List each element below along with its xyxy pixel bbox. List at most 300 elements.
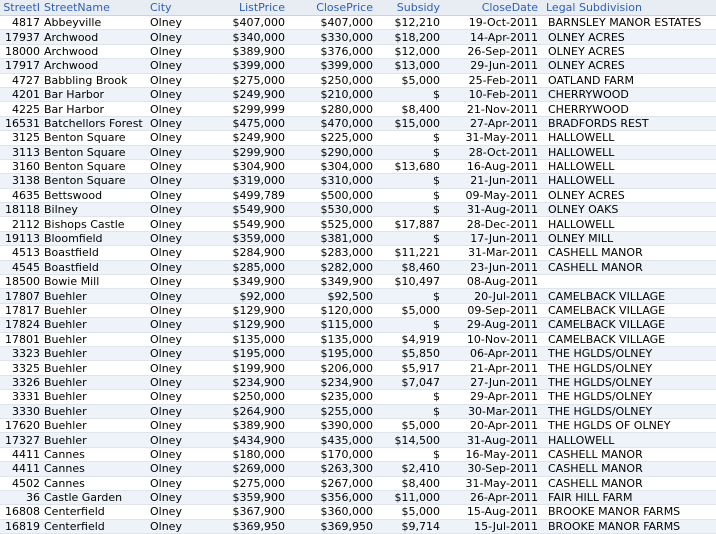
street-name-cell: Bar Harbor <box>42 102 148 116</box>
street-number-cell: 4201 <box>0 87 42 101</box>
list-price-cell: $299,900 <box>205 145 287 159</box>
city-cell: Olney <box>148 59 205 73</box>
table-row[interactable] <box>0 30 716 44</box>
column-header-list-price[interactable]: ListPrice <box>205 0 287 16</box>
list-price-cell: $499,789 <box>205 188 287 202</box>
table-row[interactable] <box>0 44 716 58</box>
table-row[interactable] <box>0 102 716 116</box>
close-price-cell: $376,000 <box>287 44 375 58</box>
city-cell: Olney <box>148 131 205 145</box>
street-number-cell: 3113 <box>0 145 42 159</box>
list-price-cell: $285,000 <box>205 260 287 274</box>
city-cell: Olney <box>148 16 205 30</box>
subsidy-cell: $7,047 <box>375 375 442 389</box>
subsidy-cell: $8,400 <box>375 476 442 490</box>
street-number-cell: 17801 <box>0 332 42 346</box>
list-price-cell: $275,000 <box>205 73 287 87</box>
close-date-cell: 29-Aug-2011 <box>442 318 544 332</box>
close-date-cell: 26-Sep-2011 <box>442 44 544 58</box>
list-price-cell: $129,900 <box>205 303 287 317</box>
close-date-cell: 15-Jul-2011 <box>442 519 544 533</box>
table-row[interactable] <box>0 73 716 87</box>
city-cell: Olney <box>148 275 205 289</box>
subsidy-cell: $13,680 <box>375 159 442 173</box>
subsidy-cell: $12,000 <box>375 44 442 58</box>
street-number-cell: 4635 <box>0 188 42 202</box>
close-date-cell: 21-Apr-2011 <box>442 361 544 375</box>
city-cell: Olney <box>148 231 205 245</box>
city-cell: Olney <box>148 303 205 317</box>
subdivision-cell: HALLOWELL <box>544 159 716 173</box>
table-row[interactable] <box>0 361 716 375</box>
subdivision-cell: OLNEY MILL <box>544 231 716 245</box>
street-number-cell: 17824 <box>0 318 42 332</box>
table-row[interactable] <box>0 188 716 202</box>
close-price-cell: $407,000 <box>287 16 375 30</box>
subsidy-cell: $4,919 <box>375 332 442 346</box>
city-cell: Olney <box>148 73 205 87</box>
subdivision-cell: FAIR HILL FARM <box>544 490 716 504</box>
list-price-cell: $389,900 <box>205 418 287 432</box>
subsidy-cell: $8,400 <box>375 102 442 116</box>
close-date-cell: 08-Aug-2011 <box>442 275 544 289</box>
table-row[interactable] <box>0 231 716 245</box>
list-price-cell: $359,900 <box>205 490 287 504</box>
street-number-cell: 4545 <box>0 260 42 274</box>
close-date-cell: 20-Jul-2011 <box>442 289 544 303</box>
close-date-cell: 19-Oct-2011 <box>442 16 544 30</box>
subdivision-cell: BROOKE MANOR FARMS <box>544 505 716 519</box>
street-number-cell: 17620 <box>0 418 42 432</box>
close-price-cell: $235,000 <box>287 390 375 404</box>
table-row[interactable] <box>0 476 716 490</box>
street-number-cell: 2112 <box>0 217 42 231</box>
street-number-cell: 18500 <box>0 275 42 289</box>
subdivision-cell: BROOKE MANOR FARMS <box>544 519 716 533</box>
city-cell: Olney <box>148 44 205 58</box>
street-name-cell: Archwood <box>42 59 148 73</box>
close-date-cell: 25-Feb-2011 <box>442 73 544 87</box>
street-name-cell: Archwood <box>42 44 148 58</box>
city-cell: Olney <box>148 159 205 173</box>
table-row[interactable] <box>0 203 716 217</box>
column-header-street-name[interactable]: StreetName <box>42 0 148 16</box>
close-price-cell: $304,000 <box>287 159 375 173</box>
close-date-cell: 09-Sep-2011 <box>442 303 544 317</box>
list-price-cell: $249,900 <box>205 131 287 145</box>
street-number-cell: 17327 <box>0 433 42 447</box>
list-price-cell: $389,900 <box>205 44 287 58</box>
column-header-city[interactable]: City <box>148 0 205 16</box>
street-name-cell: Bilney <box>42 203 148 217</box>
street-number-cell: 16819 <box>0 519 42 533</box>
close-date-cell: 28-Dec-2011 <box>442 217 544 231</box>
close-date-cell: 28-Oct-2011 <box>442 145 544 159</box>
close-date-cell: 29-Jun-2011 <box>442 59 544 73</box>
list-price-cell: $399,000 <box>205 59 287 73</box>
subsidy-cell: $9,714 <box>375 519 442 533</box>
subsidy-cell: $13,000 <box>375 59 442 73</box>
subdivision-cell: CHERRYWOOD <box>544 87 716 101</box>
street-number-cell: 4411 <box>0 462 42 476</box>
close-price-cell: $195,000 <box>287 346 375 360</box>
city-cell: Olney <box>148 318 205 332</box>
close-date-cell: 31-May-2011 <box>442 131 544 145</box>
close-price-cell: $120,000 <box>287 303 375 317</box>
table-row[interactable] <box>0 174 716 188</box>
city-cell: Olney <box>148 490 205 504</box>
list-price-cell: $407,000 <box>205 16 287 30</box>
close-price-cell: $280,000 <box>287 102 375 116</box>
table-body <box>0 16 716 534</box>
street-name-cell: Buehler <box>42 375 148 389</box>
subdivision-cell: CASHELL MANOR <box>544 447 716 461</box>
close-date-cell: 21-Nov-2011 <box>442 102 544 116</box>
street-number-cell: 3323 <box>0 346 42 360</box>
list-price-cell: $275,000 <box>205 476 287 490</box>
street-number-cell: 3125 <box>0 131 42 145</box>
column-header-subsidy[interactable]: Subsidy <box>375 0 442 16</box>
street-number-cell: 4225 <box>0 102 42 116</box>
subdivision-cell: CAMELBACK VILLAGE <box>544 289 716 303</box>
close-price-cell: $390,000 <box>287 418 375 432</box>
column-header-close-price[interactable]: ClosePrice <box>287 0 375 16</box>
list-price-cell: $475,000 <box>205 116 287 130</box>
subdivision-cell: CASHELL MANOR <box>544 246 716 260</box>
subsidy-cell: $11,221 <box>375 246 442 260</box>
close-price-cell: $356,000 <box>287 490 375 504</box>
list-price-cell: $180,000 <box>205 447 287 461</box>
close-price-cell: $267,000 <box>287 476 375 490</box>
street-number-cell: 4727 <box>0 73 42 87</box>
list-price-cell: $234,900 <box>205 375 287 389</box>
street-number-cell: 3325 <box>0 361 42 375</box>
street-name-cell: Cannes <box>42 447 148 461</box>
close-date-cell: 31-Aug-2011 <box>442 203 544 217</box>
subsidy-cell: $ <box>375 231 442 245</box>
subdivision-cell: OLNEY ACRES <box>544 59 716 73</box>
street-number-cell: 16808 <box>0 505 42 519</box>
subdivision-cell: OLNEY ACRES <box>544 30 716 44</box>
street-name-cell: Cannes <box>42 476 148 490</box>
city-cell: Olney <box>148 30 205 44</box>
subsidy-cell: $5,000 <box>375 303 442 317</box>
table-row[interactable] <box>0 519 716 533</box>
table-row[interactable] <box>0 16 716 30</box>
subdivision-cell: CASHELL MANOR <box>544 462 716 476</box>
subdivision-cell: THE HGLDS/OLNEY <box>544 390 716 404</box>
city-cell: Olney <box>148 447 205 461</box>
city-cell: Olney <box>148 145 205 159</box>
subsidy-cell: $12,210 <box>375 16 442 30</box>
street-name-cell: Benton Square <box>42 159 148 173</box>
subdivision-cell: CAMELBACK VILLAGE <box>544 318 716 332</box>
city-cell: Olney <box>148 203 205 217</box>
city-cell: Olney <box>148 433 205 447</box>
table-row[interactable] <box>0 289 716 303</box>
street-number-cell: 3330 <box>0 404 42 418</box>
city-cell: Olney <box>148 418 205 432</box>
street-name-cell: Buehler <box>42 303 148 317</box>
subsidy-cell: $ <box>375 188 442 202</box>
column-header-close-date[interactable]: CloseDate <box>442 0 544 16</box>
table-row[interactable] <box>0 246 716 260</box>
list-price-cell: $434,900 <box>205 433 287 447</box>
street-number-cell: 19113 <box>0 231 42 245</box>
subsidy-cell: $ <box>375 404 442 418</box>
table-row[interactable] <box>0 490 716 504</box>
close-date-cell: 10-Feb-2011 <box>442 87 544 101</box>
close-price-cell: $283,000 <box>287 246 375 260</box>
street-number-cell: 17917 <box>0 59 42 73</box>
close-price-cell: $435,000 <box>287 433 375 447</box>
close-price-cell: $470,000 <box>287 116 375 130</box>
close-date-cell: 26-Apr-2011 <box>442 490 544 504</box>
close-price-cell: $206,000 <box>287 361 375 375</box>
street-name-cell: Buehler <box>42 346 148 360</box>
city-cell: Olney <box>148 174 205 188</box>
close-price-cell: $310,000 <box>287 174 375 188</box>
table-row[interactable] <box>0 318 716 332</box>
close-date-cell: 31-Mar-2011 <box>442 246 544 260</box>
city-cell: Olney <box>148 102 205 116</box>
city-cell: Olney <box>148 188 205 202</box>
table-row[interactable] <box>0 433 716 447</box>
table-row[interactable] <box>0 505 716 519</box>
close-price-cell: $330,000 <box>287 30 375 44</box>
street-name-cell: Buehler <box>42 332 148 346</box>
list-price-cell: $369,950 <box>205 519 287 533</box>
street-name-cell: Castle Garden <box>42 490 148 504</box>
subsidy-cell: $11,000 <box>375 490 442 504</box>
subsidy-cell: $5,000 <box>375 418 442 432</box>
street-number-cell: 17817 <box>0 303 42 317</box>
close-date-cell: 16-May-2011 <box>442 447 544 461</box>
close-price-cell: $360,000 <box>287 505 375 519</box>
city-cell: Olney <box>148 519 205 533</box>
close-date-cell: 30-Mar-2011 <box>442 404 544 418</box>
table-row[interactable] <box>0 131 716 145</box>
close-date-cell: 27-Apr-2011 <box>442 116 544 130</box>
subsidy-cell: $10,497 <box>375 275 442 289</box>
close-price-cell: $290,000 <box>287 145 375 159</box>
city-cell: Olney <box>148 87 205 101</box>
list-price-cell: $359,000 <box>205 231 287 245</box>
subsidy-cell: $5,000 <box>375 505 442 519</box>
close-date-cell: 27-Jun-2011 <box>442 375 544 389</box>
table-row[interactable] <box>0 116 716 130</box>
street-name-cell: Archwood <box>42 30 148 44</box>
table-row[interactable] <box>0 418 716 432</box>
table-row[interactable] <box>0 145 716 159</box>
table-row[interactable] <box>0 390 716 404</box>
street-name-cell: Boastfield <box>42 260 148 274</box>
street-name-cell: Bettswood <box>42 188 148 202</box>
table-row[interactable] <box>0 275 716 289</box>
close-price-cell: $170,000 <box>287 447 375 461</box>
subdivision-cell: HALLOWELL <box>544 131 716 145</box>
list-price-cell: $249,900 <box>205 87 287 101</box>
close-price-cell: $500,000 <box>287 188 375 202</box>
city-cell: Olney <box>148 375 205 389</box>
list-price-cell: $340,000 <box>205 30 287 44</box>
street-number-cell: 3138 <box>0 174 42 188</box>
close-date-cell: 31-Aug-2011 <box>442 433 544 447</box>
street-number-cell: 17937 <box>0 30 42 44</box>
close-date-cell: 21-Jun-2011 <box>442 174 544 188</box>
street-number-cell: 3326 <box>0 375 42 389</box>
street-name-cell: Buehler <box>42 289 148 303</box>
subdivision-cell: THE HGLDS/OLNEY <box>544 346 716 360</box>
subsidy-cell: $5,917 <box>375 361 442 375</box>
subdivision-cell: THE HGLDS/OLNEY <box>544 375 716 389</box>
city-cell: Olney <box>148 361 205 375</box>
close-price-cell: $225,000 <box>287 131 375 145</box>
street-name-cell: Buehler <box>42 433 148 447</box>
column-header-legal-subdivision[interactable]: Legal Subdivision <box>544 0 716 16</box>
street-name-cell: Centerfield <box>42 505 148 519</box>
close-date-cell: 23-Jun-2011 <box>442 260 544 274</box>
subsidy-cell: $2,410 <box>375 462 442 476</box>
table-row[interactable] <box>0 447 716 461</box>
close-date-cell: 15-Aug-2011 <box>442 505 544 519</box>
header-row <box>0 0 716 16</box>
street-name-cell: Buehler <box>42 418 148 432</box>
subsidy-cell: $ <box>375 87 442 101</box>
list-price-cell: $367,900 <box>205 505 287 519</box>
subsidy-cell: $ <box>375 203 442 217</box>
list-price-cell: $199,900 <box>205 361 287 375</box>
list-price-cell: $549,900 <box>205 217 287 231</box>
close-price-cell: $210,000 <box>287 87 375 101</box>
street-number-cell: 36 <box>0 490 42 504</box>
table-row[interactable] <box>0 404 716 418</box>
table-row[interactable] <box>0 346 716 360</box>
subdivision-cell: CASHELL MANOR <box>544 476 716 490</box>
close-price-cell: $250,000 <box>287 73 375 87</box>
street-number-cell: 3160 <box>0 159 42 173</box>
close-date-cell: 20-Apr-2011 <box>442 418 544 432</box>
subsidy-cell: $ <box>375 174 442 188</box>
street-number-cell: 4411 <box>0 447 42 461</box>
subsidy-cell: $ <box>375 289 442 303</box>
subdivision-cell <box>544 275 716 289</box>
street-name-cell: Babbling Brook <box>42 73 148 87</box>
city-cell: Olney <box>148 404 205 418</box>
city-cell: Olney <box>148 289 205 303</box>
subdivision-cell: HALLOWELL <box>544 145 716 159</box>
subdivision-cell: THE HGLDS/OLNEY <box>544 361 716 375</box>
subdivision-cell: CHERRYWOOD <box>544 102 716 116</box>
close-date-cell: 10-Nov-2011 <box>442 332 544 346</box>
subdivision-cell: CAMELBACK VILLAGE <box>544 332 716 346</box>
table-row[interactable] <box>0 87 716 101</box>
subdivision-cell: CAMELBACK VILLAGE <box>544 303 716 317</box>
subdivision-cell: OLNEY ACRES <box>544 44 716 58</box>
subdivision-cell: THE HGLDS OF OLNEY <box>544 418 716 432</box>
close-price-cell: $263,300 <box>287 462 375 476</box>
list-price-cell: $264,900 <box>205 404 287 418</box>
city-cell: Olney <box>148 346 205 360</box>
list-price-cell: $269,000 <box>205 462 287 476</box>
street-name-cell: Benton Square <box>42 174 148 188</box>
subdivision-cell: HALLOWELL <box>544 174 716 188</box>
close-price-cell: $349,900 <box>287 275 375 289</box>
city-cell: Olney <box>148 217 205 231</box>
street-name-cell: Batchellors Forest <box>42 116 148 130</box>
street-number-cell: 18118 <box>0 203 42 217</box>
list-price-cell: $319,000 <box>205 174 287 188</box>
street-number-cell: 4817 <box>0 16 42 30</box>
street-name-cell: Benton Square <box>42 131 148 145</box>
street-number-cell: 3331 <box>0 390 42 404</box>
list-price-cell: $304,900 <box>205 159 287 173</box>
column-header-street-number[interactable]: StreetI <box>0 0 42 16</box>
city-cell: Olney <box>148 476 205 490</box>
close-price-cell: $234,900 <box>287 375 375 389</box>
street-name-cell: Buehler <box>42 361 148 375</box>
street-number-cell: 17807 <box>0 289 42 303</box>
street-name-cell: Buehler <box>42 404 148 418</box>
list-price-cell: $195,000 <box>205 346 287 360</box>
table-row[interactable] <box>0 462 716 476</box>
subsidy-cell: $18,200 <box>375 30 442 44</box>
list-price-cell: $349,900 <box>205 275 287 289</box>
subsidy-cell: $17,887 <box>375 217 442 231</box>
street-name-cell: Bar Harbor <box>42 87 148 101</box>
city-cell: Olney <box>148 332 205 346</box>
street-name-cell: Centerfield <box>42 519 148 533</box>
close-price-cell: $525,000 <box>287 217 375 231</box>
subsidy-cell: $ <box>375 318 442 332</box>
close-date-cell: 06-Apr-2011 <box>442 346 544 360</box>
subsidy-cell: $ <box>375 131 442 145</box>
street-number-cell: 4502 <box>0 476 42 490</box>
close-price-cell: $381,000 <box>287 231 375 245</box>
table-row[interactable] <box>0 217 716 231</box>
street-name-cell: Bowie Mill <box>42 275 148 289</box>
table-row[interactable] <box>0 375 716 389</box>
table-row[interactable] <box>0 260 716 274</box>
subdivision-cell: CASHELL MANOR <box>544 260 716 274</box>
subdivision-cell: BARNSLEY MANOR ESTATES <box>544 16 716 30</box>
street-name-cell: Bloomfield <box>42 231 148 245</box>
table-row[interactable] <box>0 59 716 73</box>
table-row[interactable] <box>0 332 716 346</box>
list-price-cell: $135,000 <box>205 332 287 346</box>
close-date-cell: 09-May-2011 <box>442 188 544 202</box>
subsidy-cell: $ <box>375 447 442 461</box>
city-cell: Olney <box>148 260 205 274</box>
close-price-cell: $115,000 <box>287 318 375 332</box>
subdivision-cell: THE HGLDS/OLNEY <box>544 404 716 418</box>
city-cell: Olney <box>148 116 205 130</box>
close-price-cell: $135,000 <box>287 332 375 346</box>
street-name-cell: Cannes <box>42 462 148 476</box>
street-number-cell: 16531 <box>0 116 42 130</box>
close-date-cell: 31-May-2011 <box>442 476 544 490</box>
close-price-cell: $530,000 <box>287 203 375 217</box>
list-price-cell: $92,000 <box>205 289 287 303</box>
close-date-cell: 17-Jun-2011 <box>442 231 544 245</box>
table-row[interactable] <box>0 159 716 173</box>
city-cell: Olney <box>148 246 205 260</box>
subdivision-cell: HALLOWELL <box>544 217 716 231</box>
close-price-cell: $369,950 <box>287 519 375 533</box>
subdivision-cell: OLNEY OAKS <box>544 203 716 217</box>
subdivision-cell: OLNEY ACRES <box>544 188 716 202</box>
table-row[interactable] <box>0 303 716 317</box>
